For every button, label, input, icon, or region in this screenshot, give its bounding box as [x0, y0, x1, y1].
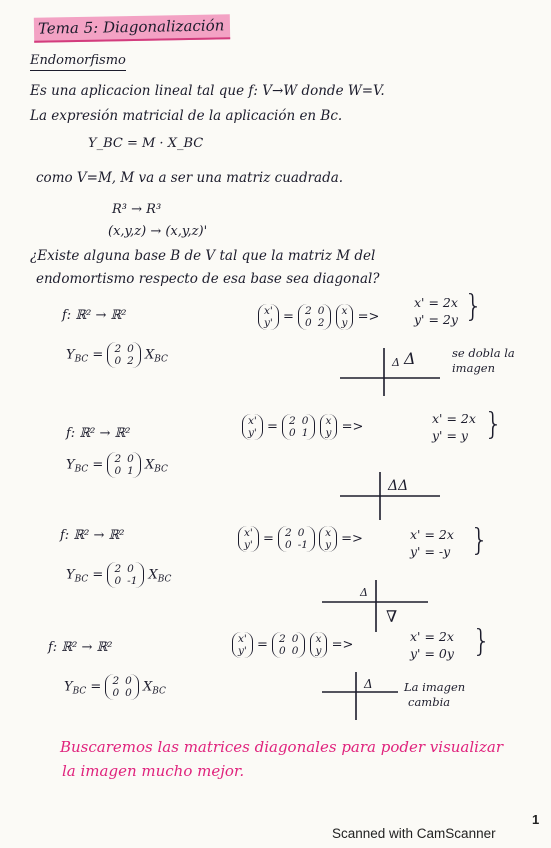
- conclusion-line-2: la imagen mucho mejor.: [62, 762, 245, 780]
- example-2-left-formula: $Y_{BC}$ = 2 0 0 1 $X_{BC}$: [66, 453, 168, 477]
- example-3-matrix: 2 0 0 -1: [107, 562, 144, 588]
- section-subtitle: Endomorfismo: [30, 53, 126, 71]
- example-1-axes: [340, 346, 444, 398]
- example-1-shape-small: Δ: [392, 356, 400, 369]
- example-3-brace: }: [470, 523, 490, 558]
- example-2-matrix: 2 0 0 1: [107, 452, 140, 478]
- intro-formula: Y_BC = M · X_BC: [88, 136, 204, 151]
- example-1-map: f: ℝ² → ℝ²: [62, 308, 127, 323]
- example-1-equation: x' y' = 2 0 0 2 x y =>: [258, 304, 379, 330]
- example-1-note: se dobla la imagen: [452, 346, 515, 375]
- intro-line-3: como V=M, M va a ser una matriz cuadrada.: [36, 170, 344, 186]
- intro-line-1: Es una aplicacion lineal tal que f: V→W donde W=V.: [30, 83, 385, 99]
- example-3-shape-down: ∇: [386, 607, 398, 626]
- example-1-matrix: 2 0 0 2: [107, 342, 140, 368]
- example-2-brace: }: [484, 407, 504, 442]
- example-1-left-formula: $Y_{BC}$ = 2 0 0 2 $X_{BC}$: [66, 343, 168, 367]
- example-3-map: f: ℝ² → ℝ²: [60, 528, 125, 543]
- example-3-shape-up: Δ: [360, 586, 368, 599]
- intro-line-2: La expresión matricial de la aplicación en Bc.: [30, 108, 343, 124]
- example-4-equation: x' y' = 2 0 0 0 x y =>: [232, 632, 353, 658]
- example-4-map: f: ℝ² → ℝ²: [48, 640, 113, 655]
- example-4-result: x' = 2x y' = 0y: [410, 629, 454, 661]
- example-1-brace: }: [464, 289, 484, 324]
- example-3-result: x' = 2x y' = -y: [410, 527, 454, 559]
- example-1-result: x' = 2x y' = 2y: [414, 295, 458, 327]
- page-number: 1: [532, 812, 540, 827]
- intro-map-1: R³ → R³: [112, 202, 162, 217]
- example-4-shape: Δ: [364, 677, 373, 691]
- example-3-equation: x' y' = 2 0 0 -1 x y =>: [238, 526, 363, 552]
- question-line-1: ¿Existe alguna base B de V tal que la matriz M del: [30, 248, 376, 264]
- example-4-left-formula: $Y_{BC}$ = 2 0 0 0 $X_{BC}$: [64, 675, 166, 699]
- question-line-2: endomortismo respecto de esa base sea diagonal?: [36, 271, 380, 287]
- example-4-note: La imagen cambia: [404, 680, 466, 709]
- example-2-shape: ΔΔ: [388, 478, 409, 494]
- example-2-map: f: ℝ² → ℝ²: [66, 426, 131, 441]
- example-3-left-formula: $Y_{BC}$ = 2 0 0 -1 $X_{BC}$: [66, 563, 172, 587]
- example-1-shape-large: Δ: [404, 349, 416, 368]
- example-3-axes: [322, 578, 432, 634]
- page-title: Tema 5: Diagonalización: [34, 14, 231, 42]
- example-2-equation: x' y' = 2 0 0 1 x y =>: [242, 414, 363, 440]
- conclusion-line-1: Buscaremos las matrices diagonales para poder visualizar: [60, 738, 503, 756]
- example-4-brace: }: [472, 624, 492, 659]
- intro-map-2: (x,y,z) → (x,y,z)': [108, 224, 208, 239]
- scanner-footer: Scanned with CamScanner: [332, 826, 496, 841]
- example-4-axes: [322, 670, 402, 722]
- example-4-matrix: 2 0 0 0: [105, 674, 138, 700]
- example-2-result: x' = 2x y' = y: [432, 411, 476, 443]
